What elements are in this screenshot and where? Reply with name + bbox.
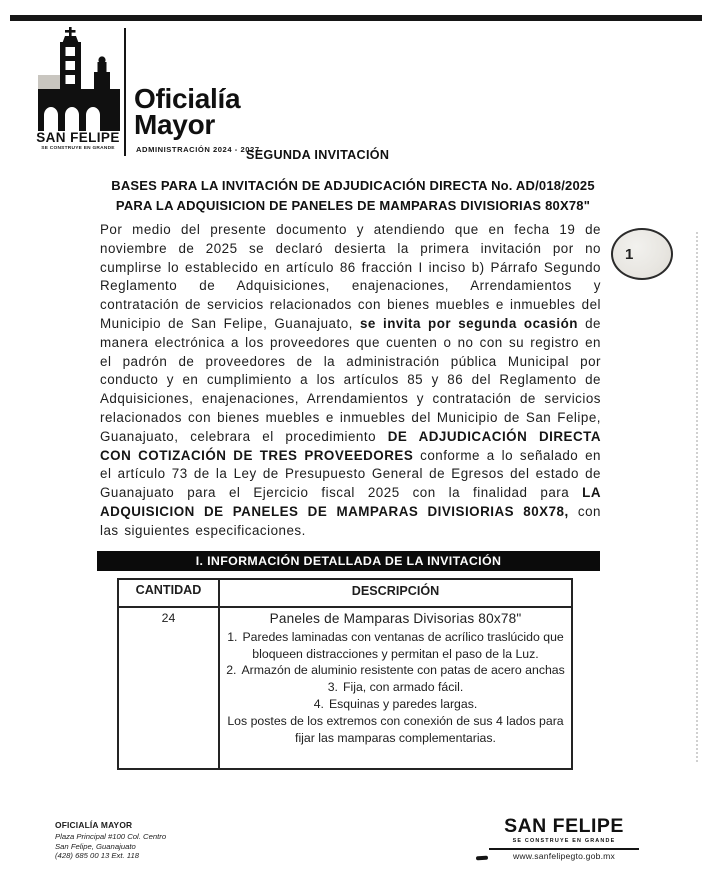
spec-item-text: Fija, con armado fácil. xyxy=(342,679,464,694)
footer-rule xyxy=(489,848,639,850)
department-title xyxy=(134,83,241,140)
paragraph-segment: conforme a lo señalado en el artículo 73 de la Ley de Presupuesto General de Egresos del estado de Guanajuato para el Ejercicio fiscal 2025 con la finalidad para xyxy=(100,447,601,501)
footer-address-line2: San Felipe, Guanajuato xyxy=(55,841,136,851)
table-header-cantidad: CANTIDAD xyxy=(119,580,220,606)
title-line2: PARA LA ADQUISICION DE PANELES DE MAMPARAS DIVISIORIAS 80X78" xyxy=(115,198,591,213)
page-number-stamp xyxy=(611,228,673,280)
spec-item-number: 1. xyxy=(227,630,238,645)
footer-ink-mark xyxy=(476,856,488,861)
spec-note: Los postes de los extremos con conexión de sus 4 lados para fijar las mamparas complementarias. xyxy=(227,714,564,745)
document-title xyxy=(70,176,636,216)
paragraph-segment: de manera electrónica a los proveedores que cuenten o no con su registro en el padrón de proveedores de la administración pública Municipal por conducto y en cumplimiento a los artículos 85 y 86 del Reglamento de Adquisiciones, enajenaciones, Arrendamientos y contratación de servicios relacionados con bienes muebles e inmuebles del Municipio de San Felipe, Guanajuato, celebrara el procedimiento xyxy=(100,315,601,444)
spec-item-number: 3. xyxy=(327,679,338,694)
footer-brand-block xyxy=(486,816,642,861)
top-rule xyxy=(10,15,702,21)
page-number: 1 xyxy=(625,245,634,263)
paragraph-segment-bold: LA ADQUISICION DE PANELES DE MAMPARAS DIVISIORIAS 80X78, xyxy=(100,485,601,519)
footer-office-title: OFICIALÍA MAYOR xyxy=(55,820,133,830)
spec-item-text: Armazón de aluminio resistente con patas de acero anchas xyxy=(241,663,565,678)
table-header-row xyxy=(119,580,571,608)
footer-website-url: www.sanfelipegto.gob.mx xyxy=(512,851,616,861)
table-row xyxy=(119,608,571,768)
paragraph-segment-bold: se invita por segunda ocasión xyxy=(359,315,578,331)
section-banner: I. INFORMACIÓN DETALLADA DE LA INVITACIÓN xyxy=(97,551,600,571)
logo-brand-text: SAN FELIPE xyxy=(36,130,120,145)
logo-divider xyxy=(124,28,126,156)
paragraph-segment: con las siguientes especificaciones. xyxy=(100,503,601,538)
spec-item xyxy=(226,679,565,696)
table-header-descripcion: DESCRIPCIÓN xyxy=(351,584,440,598)
footer-office-info xyxy=(55,820,166,861)
footer-phone: (428) 685 00 13 Ext. 118 xyxy=(55,851,140,861)
descripcion-title: Paneles de Mamparas Divisorias 80x78" xyxy=(269,610,522,626)
spec-item xyxy=(226,696,565,713)
scan-edge-artifact xyxy=(696,232,698,762)
paragraph-segment-bold: DE ADJUDICACIÓN DIRECTA CON COTIZACIÓN DE TRES PROVEEDORES xyxy=(100,428,601,463)
title-line1: BASES PARA LA INVITACIÓN DE ADJUDICACIÓN DIRECTA No. AD/018/2025 xyxy=(111,178,595,193)
logo-tagline-text: SE CONSTRUYE EN GRANDE xyxy=(41,146,115,151)
church-icon xyxy=(36,27,122,131)
department-line2: Mayor xyxy=(134,109,215,140)
department-line1: Oficialía xyxy=(134,83,241,114)
spec-item-text: Esquinas y paredes largas. xyxy=(328,696,478,711)
footer-brand-text: SAN FELIPE xyxy=(504,815,624,837)
footer-address-line1: Plaza Principal #100 Col. Centro xyxy=(55,832,167,841)
specification-table xyxy=(117,578,573,770)
paragraph-segment: Por medio del presente documento y atendiendo que en fecha 19 de noviembre de 2025 se declaró desierta la primera invitación por no cumplirse lo establecido en artículo 86 fracción I inciso b) Párrafo Segundo Reglamento de Adquisiciones, enajenaciones, Arrendamientos y contratación de servicios relacionados con bienes muebles e inmuebles del Municipio de San Felipe, Guanajuato, xyxy=(100,222,601,331)
descripcion-cell xyxy=(220,608,571,768)
spec-item xyxy=(226,629,565,662)
spec-item xyxy=(226,662,565,679)
body-paragraph xyxy=(100,221,601,541)
spec-item-text: Paredes laminadas con ventanas de acrílico traslúcido que bloqueen distracciones y permitan el paso de la Luz. xyxy=(242,630,564,661)
administration-label: ADMINISTRACIÓN 2024 - 2027 xyxy=(136,145,260,154)
cantidad-cell: 24 xyxy=(119,608,220,768)
footer-brand-tagline: SE CONSTRUYE EN GRANDE xyxy=(512,838,616,844)
spec-item-number: 2. xyxy=(226,663,237,678)
spec-item-number: 4. xyxy=(313,696,324,711)
doc-label: SEGUNDA INVITACIÓN xyxy=(246,148,390,162)
